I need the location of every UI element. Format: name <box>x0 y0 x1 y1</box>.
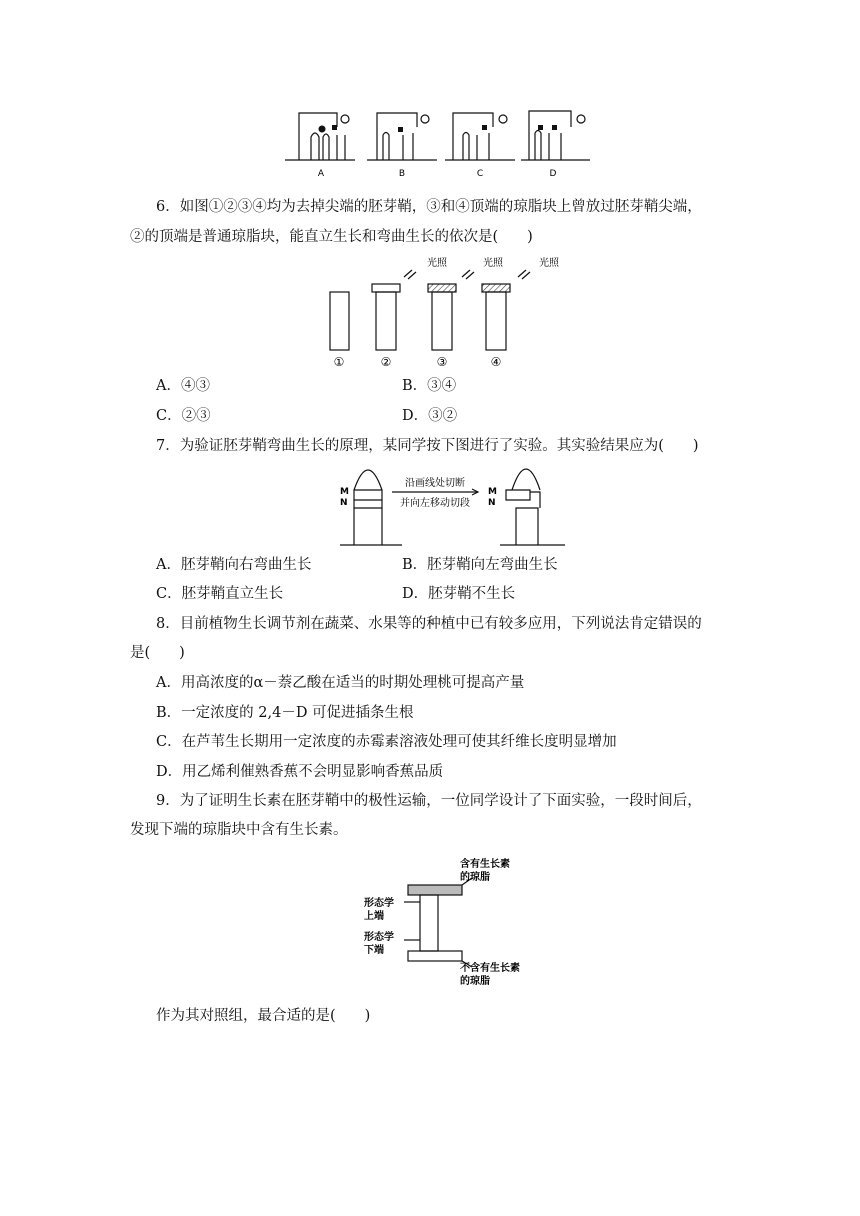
q7-stem: 7．为验证胚芽鞘弯曲生长的原理，某同学按下图进行了实验。其实验结果应为( ) <box>156 438 699 454</box>
q8-stem-line2: 是( ) <box>130 645 185 661</box>
q8-option-a[interactable]: A．用高浓度的α－萘乙酸在适当的时期处理桃可提高产量 <box>156 675 525 691</box>
q6-option-c[interactable]: C．②③ <box>156 408 211 424</box>
figure-q5-light-experiments <box>285 105 605 180</box>
q9-follow-up: 作为其对照组，最合适的是( ) <box>156 1008 371 1024</box>
panel-d <box>521 111 590 160</box>
num-1: ① <box>333 355 345 369</box>
q8-option-b[interactable]: B．一定浓度的 2,4－D 可促进插条生根 <box>156 705 414 721</box>
label-n-left: N <box>340 498 348 508</box>
q6-stem-line1: 6．如图①②③④均为去掉尖端的胚芽鞘，③和④顶端的琼脂块上曾放过胚芽鞘尖端， <box>156 199 702 215</box>
label-m-left: M <box>340 487 349 497</box>
label-m-right: M <box>488 487 497 497</box>
q9-stem-line2: 发现下端的琼脂块中含有生长素。 <box>130 822 348 838</box>
panel-label-b: B <box>398 169 406 179</box>
panel-c <box>445 113 515 160</box>
q6-option-d[interactable]: D．③② <box>402 408 458 424</box>
top-agar-label-2: 的琼脂 <box>460 872 490 883</box>
light-label-2: 光照 <box>427 258 447 269</box>
num-2: ② <box>380 355 392 369</box>
bottom-agar-label-2: 的琼脂 <box>460 976 490 987</box>
upper-end-label-2: 上端 <box>364 911 384 922</box>
panel-label-c: C <box>476 169 484 179</box>
arrow-label-bottom: 并向左移动切段 <box>400 498 470 509</box>
num-3: ③ <box>436 355 448 369</box>
q7-option-b[interactable]: B．胚芽鞘向左弯曲生长 <box>402 557 558 573</box>
q7-option-d[interactable]: D．胚芽鞘不生长 <box>402 586 516 602</box>
q6-stem-line2: ②的顶端是普通琼脂块，能直立生长和弯曲生长的依次是( ) <box>130 229 533 245</box>
figure-q7-cut-experiment <box>340 462 570 548</box>
q8-option-d[interactable]: D．用乙烯利催熟香蕉不会明显影响香蕉品质 <box>156 764 444 780</box>
lower-end-label-1: 形态学 <box>364 932 394 943</box>
q7-option-c[interactable]: C．胚芽鞘直立生长 <box>156 586 284 602</box>
panel-b <box>367 113 437 160</box>
q6-option-a[interactable]: A．④③ <box>156 378 210 394</box>
q6-option-b[interactable]: B．③④ <box>402 378 457 394</box>
light-label-3: 光照 <box>483 258 503 269</box>
num-4: ④ <box>490 355 502 369</box>
panel-label-a: A <box>317 169 325 179</box>
panel-label-d: D <box>549 169 557 179</box>
upper-end-label-1: 形态学 <box>364 898 394 909</box>
q8-stem-line1: 8．目前植物生长调节剂在蔬菜、水果等的种植中已有较多应用，下列说法肯定错误的 <box>156 616 702 632</box>
panel-a <box>285 113 355 160</box>
figure-q6-coleoptiles <box>320 250 570 372</box>
top-agar-label-1: 含有生长素 <box>460 859 510 870</box>
q9-stem-line1: 9．为了证明生长素在胚芽鞘中的极性运输，一位同学设计了下面实验，一段时间后， <box>156 793 702 809</box>
figure-q9-polar-transport <box>360 852 540 987</box>
q7-option-a[interactable]: A．胚芽鞘向右弯曲生长 <box>156 557 312 573</box>
label-n-right: N <box>488 498 496 508</box>
q8-option-c[interactable]: C．在芦苇生长期用一定浓度的赤霉素溶液处理可使其纤维长度明显增加 <box>156 734 617 750</box>
arrow-label-top: 沿画线处切断 <box>405 478 465 489</box>
bottom-agar-label-1: 不含有生长素 <box>460 963 520 974</box>
lower-end-label-2: 下端 <box>364 945 384 956</box>
light-label-4: 光照 <box>539 258 559 269</box>
